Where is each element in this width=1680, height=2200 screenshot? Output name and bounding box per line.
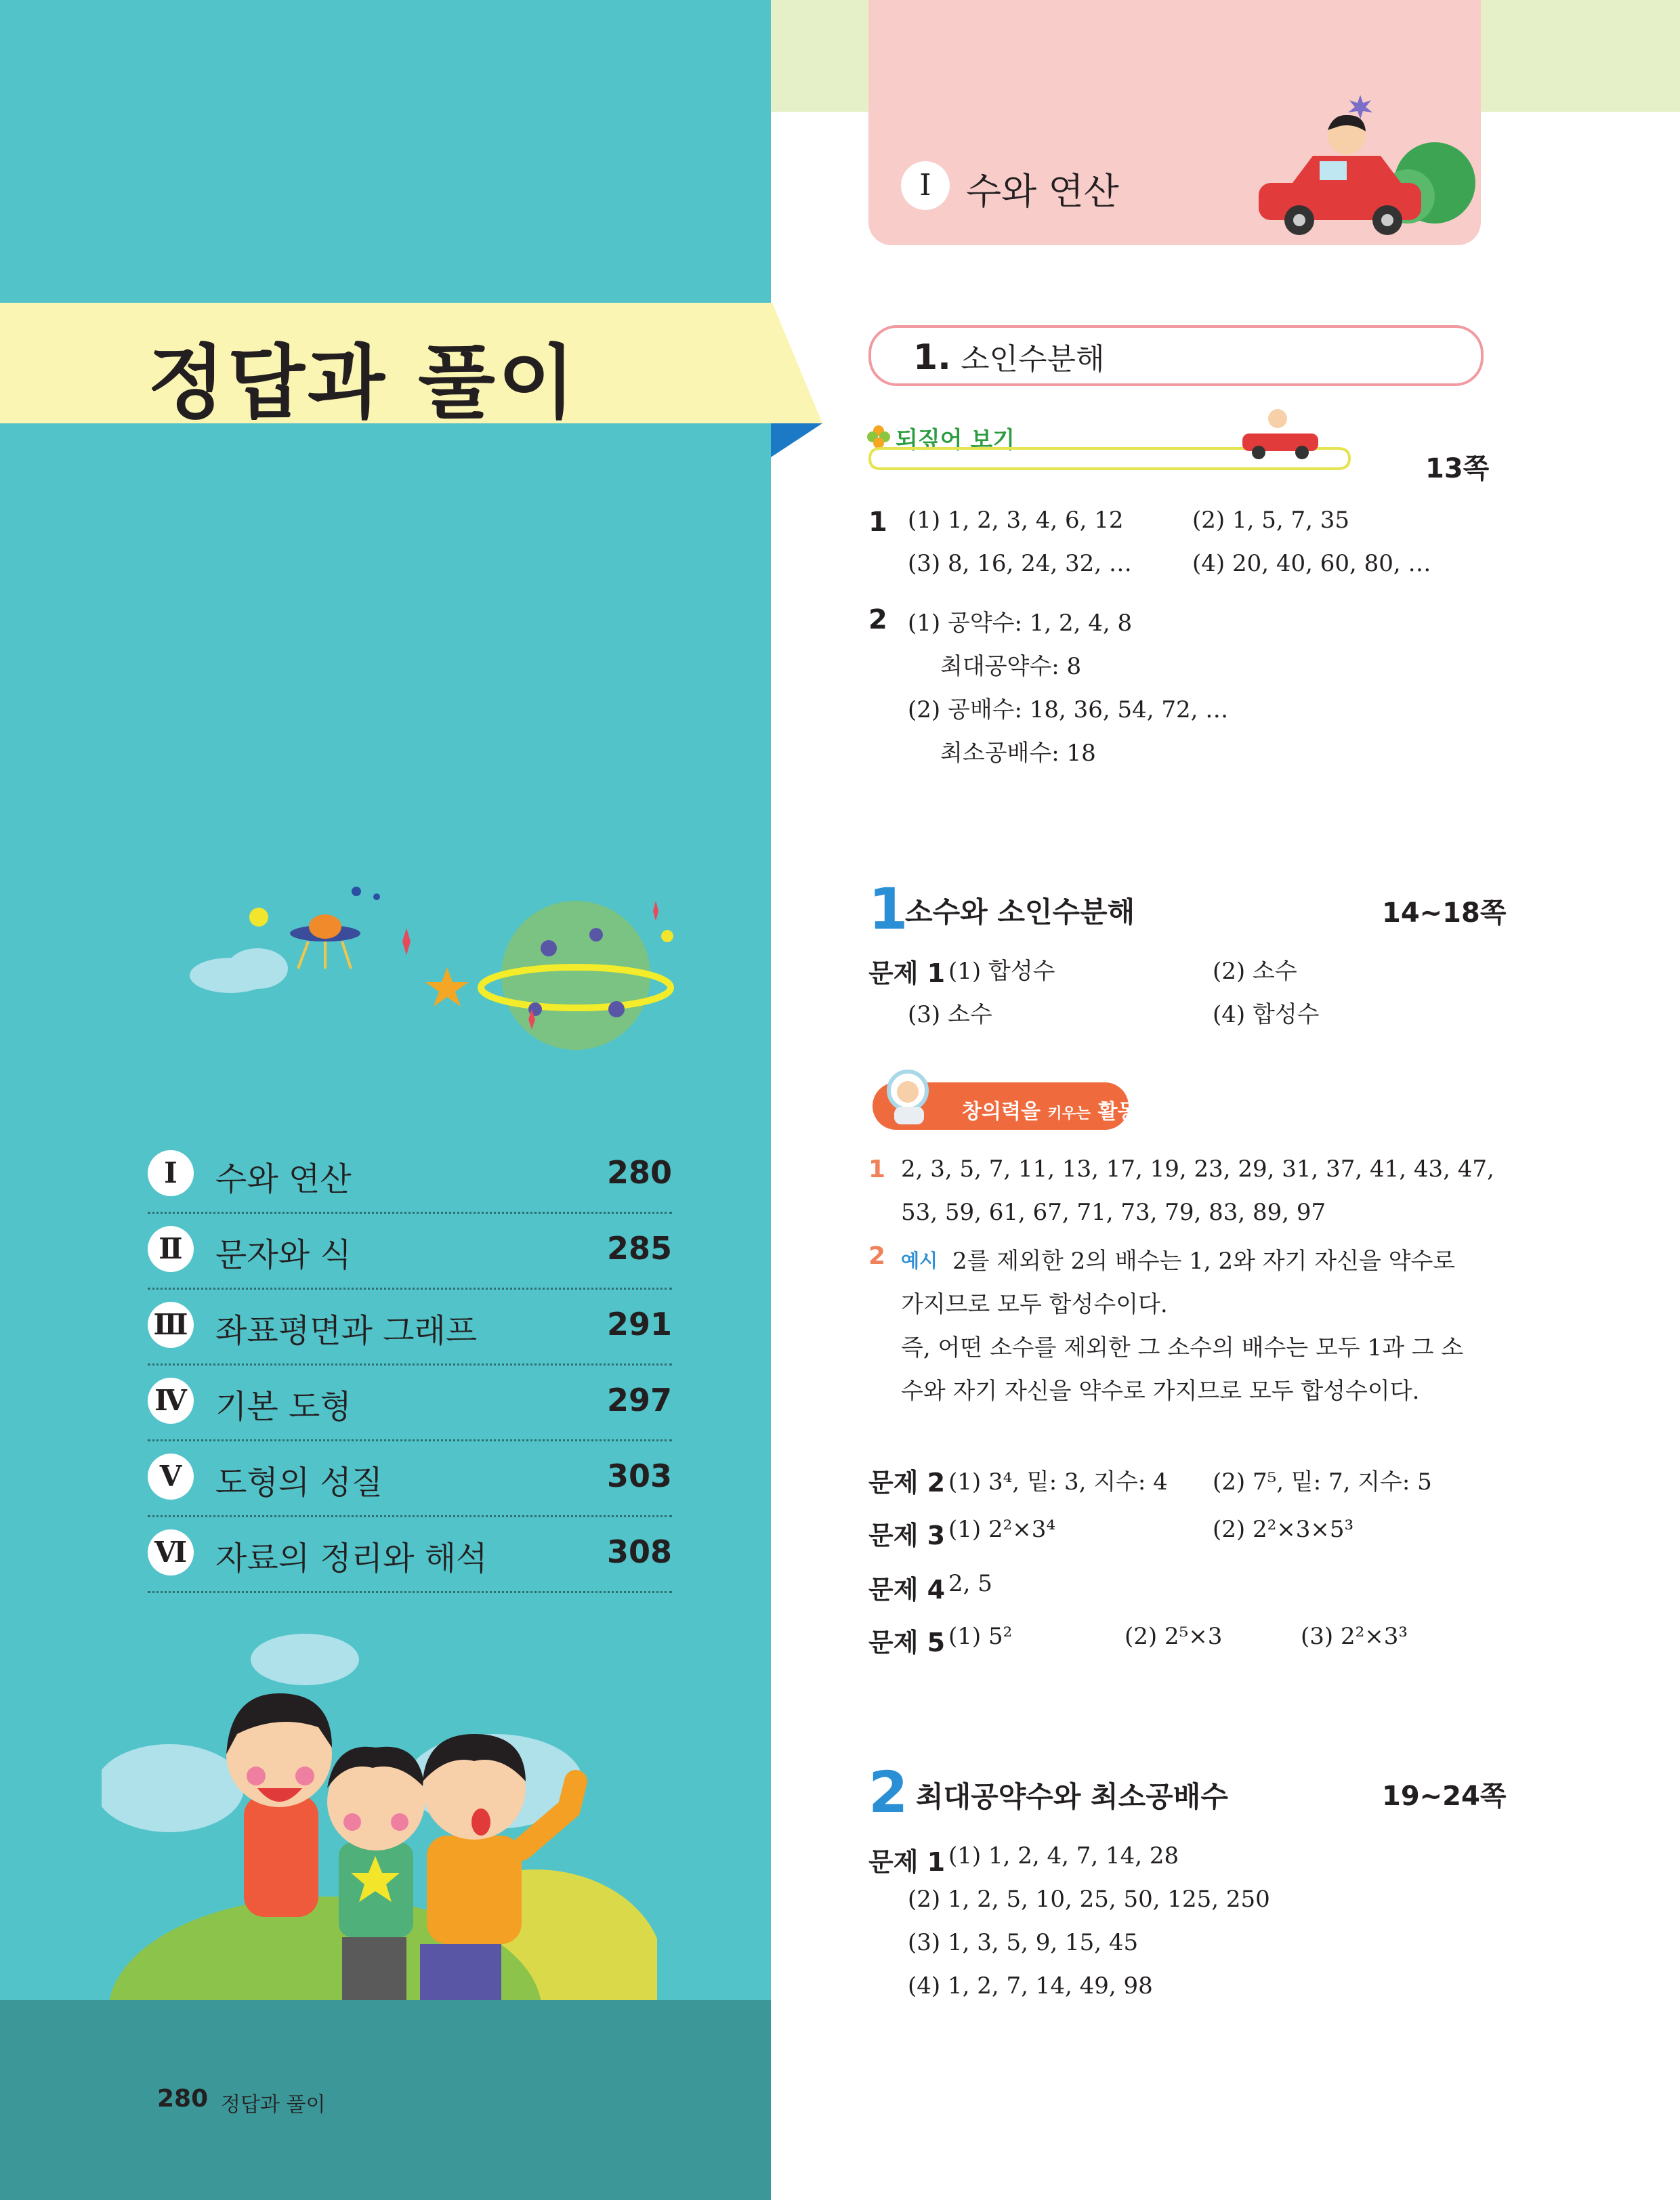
toc-item-2[interactable] (148, 1214, 672, 1290)
activity-q2-line4: 수와 자기 자신을 약수로 가지므로 모두 합성수이다. (901, 1378, 1420, 1405)
lesson1-p5-a1: (1) 5² (948, 1623, 1013, 1650)
cloud-icon (251, 1634, 359, 1685)
activity-q1-number: 1 (868, 1156, 886, 1183)
activity-q1-line1: 2, 3, 5, 7, 11, 13, 17, 19, 23, 29, 31, 37, 41, 43, 47, (901, 1156, 1494, 1183)
review-q2-a1b: 최대공약수: 8 (940, 653, 1082, 680)
activity-label (962, 1095, 1137, 1124)
toc-title: 문자와 식 (215, 1236, 352, 1274)
lesson1-p2-a2: (2) 7⁵, 밑: 7, 지수: 5 (1213, 1468, 1432, 1496)
astronaut-icon (874, 1063, 948, 1131)
banner-fold-triangle (771, 423, 822, 457)
unit-title: 수와 연산 (966, 170, 1119, 213)
lesson1-page: 14~18쪽 (1382, 897, 1507, 929)
toc-item-3[interactable] (148, 1290, 672, 1366)
space-illustration (169, 874, 698, 1070)
toc-num: Ⅳ (148, 1378, 194, 1424)
sparkle-icon (402, 928, 411, 955)
left-bottom-band (0, 2000, 771, 2200)
activity-small: 키우는 (1047, 1105, 1091, 1122)
planet-icon (481, 901, 671, 1050)
lesson1-p3-a2: (2) 2²×3×5³ (1213, 1516, 1354, 1543)
page-title: 정답과 풀이 (148, 336, 579, 429)
car-icon (1259, 156, 1421, 235)
lesson2-title: 최대공약수와 최소공배수 (916, 1780, 1228, 1813)
toc-item-6[interactable] (148, 1517, 672, 1593)
lesson1-p1-a1: (1) 합성수 (948, 958, 1055, 985)
activity-q2-line2: 가지므로 모두 합성수이다. (901, 1291, 1168, 1318)
lesson1-p5-a3: (3) 2²×3³ (1301, 1623, 1408, 1650)
lesson1-p5-label: 문제 5 (868, 1628, 946, 1657)
section-label: 소인수분해 (960, 342, 1105, 377)
toc-num: Ⅱ (148, 1226, 194, 1272)
car-illustration (1252, 88, 1475, 237)
lesson1-title: 소수와 소인수분해 (905, 895, 1135, 929)
lesson2-a3: (3) 1, 3, 5, 9, 15, 45 (908, 1929, 1139, 1956)
review-q2-a2: (2) 공배수: 18, 36, 54, 72, … (908, 696, 1229, 723)
lesson1-p2-label: 문제 2 (868, 1468, 946, 1498)
toc-page: 297 (606, 1382, 672, 1418)
activity-q2-line1: 2를 제외한 2의 배수는 1, 2와 자기 자신을 약수로 (952, 1248, 1456, 1275)
toc-item-5[interactable] (148, 1441, 672, 1517)
lesson1-p3-a1: (1) 2²×3⁴ (948, 1516, 1055, 1543)
activity-q1-line2: 53, 59, 61, 67, 71, 73, 79, 83, 89, 97 (901, 1199, 1326, 1226)
footer-page-number: 280 (157, 2085, 209, 2113)
lesson2-a4: (4) 1, 2, 7, 14, 49, 98 (908, 1972, 1153, 2000)
toc-page: 280 (606, 1154, 672, 1191)
yellow-star-dot (249, 908, 268, 927)
toc-title: 도형의 성질 (215, 1464, 383, 1502)
lesson1-p3-label: 문제 3 (868, 1521, 946, 1550)
example-tag: 예시 (901, 1250, 938, 1272)
lesson1-number: 1 (868, 876, 908, 942)
toc-num: Ⅴ (148, 1454, 194, 1500)
toc-item-4[interactable] (148, 1366, 672, 1441)
review-q1-a3: (3) 8, 16, 24, 32, … (908, 550, 1132, 577)
lesson2-number: 2 (868, 1759, 908, 1825)
table-of-contents (148, 1138, 672, 1593)
ufo-icon (290, 914, 360, 969)
lesson1-p2-a1: (1) 3⁴, 밑: 3, 지수: 4 (948, 1468, 1168, 1496)
activity-main: 창의력을 (962, 1100, 1041, 1124)
review-label: 되짚어 보기 (896, 427, 1015, 454)
footer-label: 정답과 풀이 (221, 2093, 326, 2117)
section-number: 1. (913, 337, 951, 378)
toc-page: 308 (606, 1533, 672, 1570)
review-q1-number: 1 (868, 507, 887, 538)
toc-item-1[interactable] (148, 1138, 672, 1214)
activity-q2-number: 2 (868, 1242, 886, 1270)
toc-title: 좌표평면과 그래프 (215, 1312, 478, 1350)
lesson2-page: 19~24쪽 (1382, 1781, 1507, 1812)
toc-title: 자료의 정리와 해석 (215, 1540, 488, 1578)
lesson2-a1: (1) 1, 2, 4, 7, 14, 28 (948, 1842, 1179, 1869)
review-q2-number: 2 (868, 604, 887, 635)
lesson2-p1-label: 문제 1 (868, 1847, 946, 1877)
review-page: 13쪽 (1425, 453, 1490, 484)
review-q1-a1: (1) 1, 2, 3, 4, 6, 12 (908, 507, 1124, 534)
lesson1-p1-a2: (2) 소수 (1213, 958, 1297, 985)
unit-number: Ⅰ (901, 161, 950, 210)
lesson2-a2: (2) 1, 2, 5, 10, 25, 50, 125, 250 (908, 1886, 1270, 1913)
lesson1-p1-label: 문제 1 (868, 958, 946, 988)
lesson1-p1-a3: (3) 소수 (908, 1001, 992, 1028)
girl-icon (226, 1693, 332, 1917)
toc-num: Ⅲ (148, 1302, 194, 1348)
activity-q2-line3: 즉, 어떤 소수를 제외한 그 소수의 배수는 모두 1과 그 소 (901, 1334, 1464, 1361)
lesson1-p4-label: 문제 4 (868, 1575, 946, 1605)
toc-num: Ⅰ (148, 1150, 194, 1196)
review-q1-a4: (4) 20, 40, 60, 80, … (1192, 550, 1431, 577)
section-title (913, 335, 1104, 378)
lesson1-p1-a4: (4) 합성수 (1213, 1001, 1320, 1028)
star-icon (425, 967, 469, 1007)
kids-illustration (102, 1619, 657, 2000)
toc-num: Ⅵ (148, 1529, 194, 1575)
small-car-icon (1237, 400, 1325, 461)
review-q1-a2: (2) 1, 5, 7, 35 (1192, 507, 1349, 534)
review-q2-a1: (1) 공약수: 1, 2, 4, 8 (908, 610, 1133, 637)
toc-title: 수와 연산 (215, 1160, 352, 1198)
activity-end: 활동 (1097, 1100, 1137, 1124)
lesson1-p5-a2: (2) 2⁵×3 (1125, 1623, 1223, 1650)
toc-title: 기본 도형 (215, 1388, 352, 1426)
lesson1-p4-a: 2, 5 (948, 1570, 992, 1597)
toc-page: 303 (606, 1458, 672, 1494)
toc-page: 285 (606, 1230, 672, 1267)
toc-page: 291 (606, 1306, 672, 1342)
review-q2-a2b: 최소공배수: 18 (940, 740, 1096, 767)
